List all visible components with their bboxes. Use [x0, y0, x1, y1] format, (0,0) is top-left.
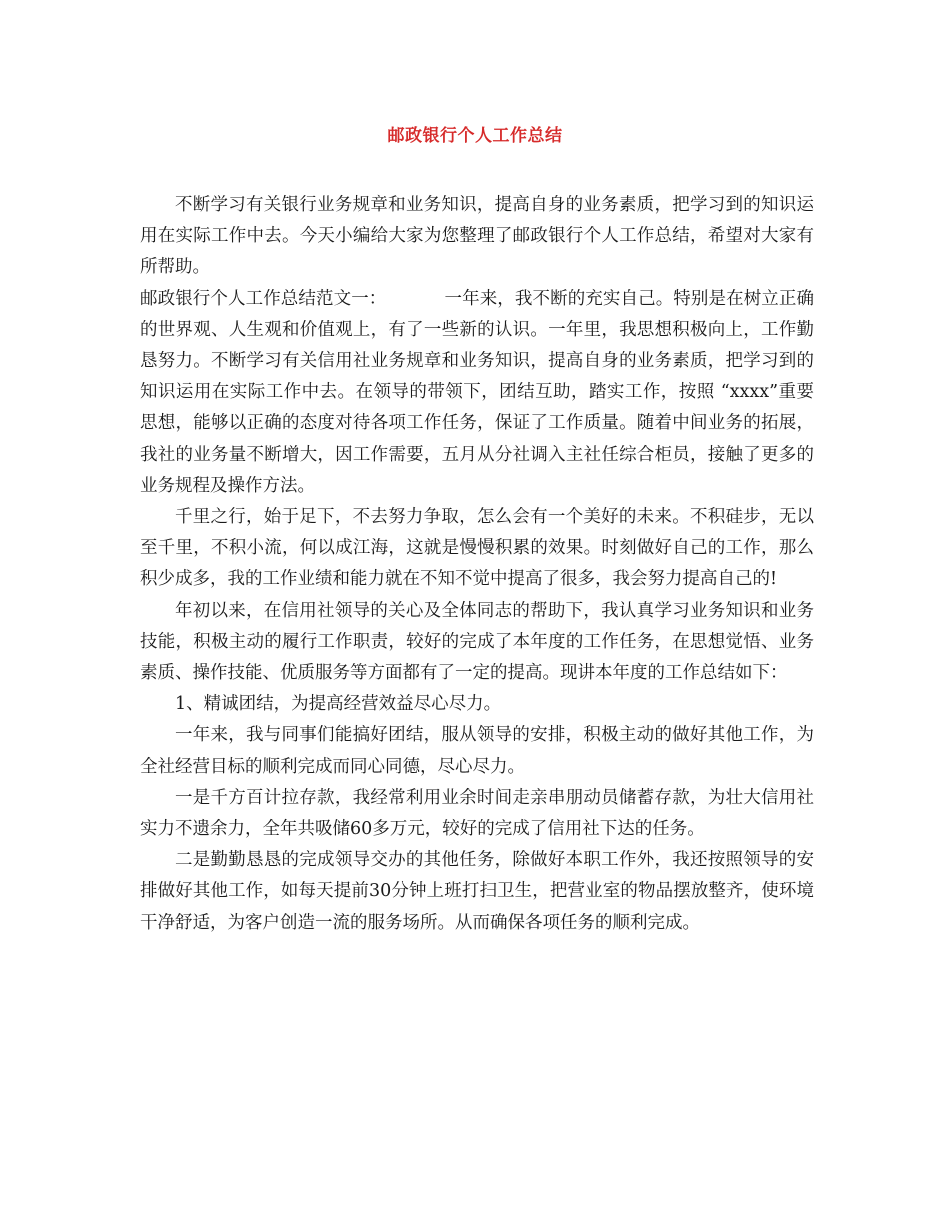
paragraph-intro: 不断学习有关银行业务规章和业务知识，提高自身的业务素质，把学习到的知识运用在实际工作中去。今天小编给大家为您整理了邮政银行个人工作总结，希望对大家有所帮助。 — [140, 195, 814, 278]
paragraph-sample-one — [140, 284, 814, 502]
paragraph-qianli: 千里之行，始于足下，不去努力争取，怎么会有一个美好的未来。不积硅步，无以至千里，不积小流，何以成江海，这就是慢慢积累的效果。时刻做好自己的工作，那么积少成多，我的工作业绩和能力就在不知不觉中提高了很多，我会努力提高自己的! — [140, 507, 814, 590]
document-title: 邮政银行个人工作总结 — [387, 126, 563, 146]
paragraph-ershi: 二是勤勤恳恳的完成领导交办的其他任务，除做好本职工作外，我还按照领导的安排做好其他工作，如每天提前30分钟上班打扫卫生，把营业室的物品摆放整齐，使环境干净舒适，为客户创造一流的服务场所。从而确保各项任务的顺利完成。 — [140, 850, 814, 933]
paragraph-nianchu: 年初以来，在信用社领导的关心及全体同志的帮助下，我认真学习业务知识和业务技能，积极主动的履行工作职责，较好的完成了本年度的工作任务，在思想觉悟、业务素质、操作技能、优质服务等方面都有了一定的提高。现讲本年度的工作总结如下： — [140, 600, 814, 684]
section-heading-1: 1、精诚团结，为提高经营效益尽心尽力。 — [175, 694, 502, 715]
sample-heading: 邮政银行个人工作总结范文一： — [140, 288, 387, 309]
document-body — [140, 190, 814, 939]
paragraph-yishi: 一是千方百计拉存款，我经常利用业余时间走亲串朋动员储蓄存款，为壮大信用社实力不遗余力，全年共吸储60多万元，较好的完成了信用社下达的任务。 — [140, 787, 814, 840]
paragraph-tuanjie: 一年来，我与同事们能搞好团结，服从领导的安排，积极主动的做好其他工作，为全社经营目标的顺利完成而同心同德，尽心尽力。 — [140, 725, 814, 777]
sample-one-text: 一年来，我不断的充实自己。特别是在树立正确的世界观、人生观和价值观上，有了一些新的认识。一年里，我思想积极向上，工作勤恳努力。不断学习有关信用社业务规章和业务知识，提高自身的业务素质，把学习到的知识运用在实际工作中去。在领导的带领下，团结互助，踏实工作，按照 “xxxx”重要思想，能够以正确的态度对待各项工作任务，保证了工作质量。随着中间业务的拓展，我社的业务量不断增大，因工作需要，五月从分社调入主社任综合柜员，接触了更多的业务规程及操作方法。 — [140, 288, 815, 496]
